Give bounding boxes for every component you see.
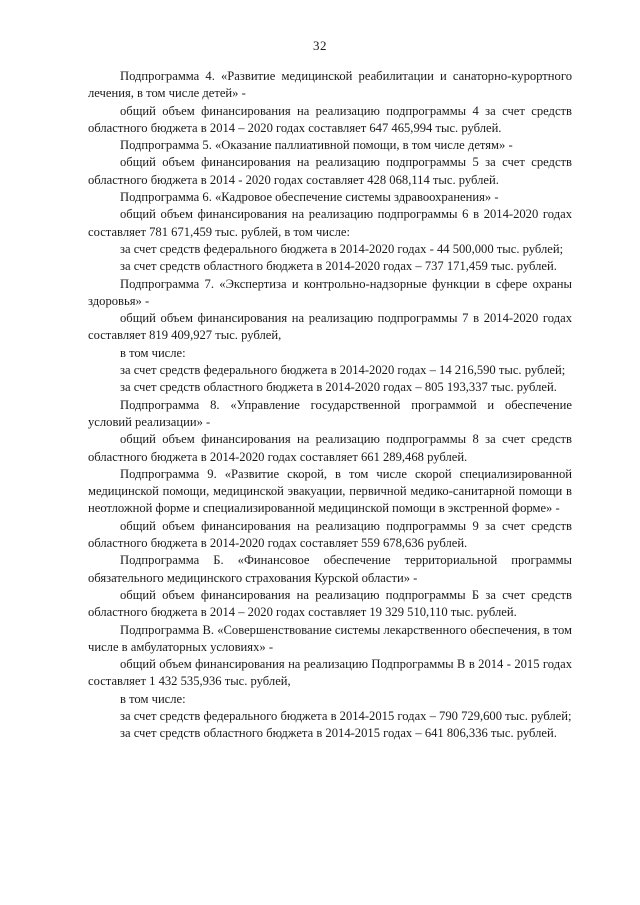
paragraph: Подпрограмма 5. «Оказание паллиативной помощи, в том числе детям» - <box>120 138 513 153</box>
paragraph: общий объем финансирования на реализацию подпрограммы 6 в 2014-2020 годах составляет 781 671,459 тыс. рублей, в том числе: <box>88 207 572 239</box>
paragraph: общий объем финансирования на реализацию Подпрограммы В в 2014 - 2015 годах составляет 1 432 535,936 тыс. рублей, <box>88 657 572 689</box>
paragraph: в том числе: <box>120 691 186 706</box>
paragraph: Подпрограмма 6. «Кадровое обеспечение системы здравоохранения» - <box>120 190 499 205</box>
document-body <box>88 68 572 743</box>
paragraph: за счет средств федерального бюджета в 2014-2020 годах - 44 500,000 тыс. рублей; <box>120 241 564 256</box>
paragraph: Подпрограмма Б. «Финансовое обеспечение территориальной программы обязательного медицинского страхования Курской области» - <box>88 553 572 585</box>
paragraph: за счет средств областного бюджета в 2014-2015 годах – 641 806,336 тыс. рублей. <box>120 726 557 741</box>
paragraph: общий объем финансирования на реализацию подпрограммы 7 в 2014-2020 годах составляет 819 409,927 тыс. рублей, <box>88 311 572 343</box>
paragraph: Подпрограмма 7. «Экспертиза и контрольно-надзорные функции в сфере охраны здоровья» - <box>88 276 572 308</box>
paragraph: общий объем финансирования на реализацию подпрограммы 5 за счет средств областного бюджета в 2014 - 2020 годах составляет 428 068,114 тыс. рублей. <box>88 155 572 187</box>
paragraph: Подпрограмма 8. «Управление государственной программой и обеспечение условий реализации» - <box>88 397 572 429</box>
paragraph: Подпрограмма 9. «Развитие скорой, в том числе скорой специализированной медицинской помощи, медицинской эвакуации, первичной медико-санитарной помощи в неотложной форме и специализированной медицинской помощи в экстренной форме» - <box>88 466 572 516</box>
paragraph: общий объем финансирования на реализацию подпрограммы 4 за счет средств областного бюджета в 2014 – 2020 годах составляет 647 465,994 тыс. рублей. <box>88 103 572 135</box>
paragraph: за счет средств федерального бюджета в 2014-2020 годах – 14 216,590 тыс. рублей; <box>120 363 566 378</box>
paragraph: Подпрограмма 4. «Развитие медицинской реабилитации и санаторно-курортного лечения, в том числе детей» - <box>88 69 572 101</box>
paragraph: Подпрограмма В. «Совершенствование системы лекарственного обеспечения, в том числе в амбулаторных условиях» - <box>88 622 572 654</box>
paragraph: общий объем финансирования на реализацию подпрограммы 8 за счет средств областного бюджета в 2014-2020 годах составляет 661 289,468 рублей. <box>88 432 572 464</box>
paragraph: за счет средств федерального бюджета в 2014-2015 годах – 790 729,600 тыс. рублей; <box>120 708 572 723</box>
paragraph: общий объем финансирования на реализацию подпрограммы 9 за счет средств областного бюджета в 2014-2020 годах составляет 559 678,636 рублей. <box>88 518 572 551</box>
paragraph: за счет средств областного бюджета в 2014-2020 годах – 805 193,337 тыс. рублей. <box>120 380 557 395</box>
page-number: 32 <box>313 38 327 53</box>
paragraph: общий объем финансирования на реализацию подпрограммы Б за счет средств областного бюджета в 2014 – 2020 годах составляет 19 329 510,110 тыс. рублей. <box>88 587 572 620</box>
paragraph: за счет средств областного бюджета в 2014-2020 годах – 737 171,459 тыс. рублей. <box>120 259 557 274</box>
paragraph: в том числе: <box>120 345 186 360</box>
